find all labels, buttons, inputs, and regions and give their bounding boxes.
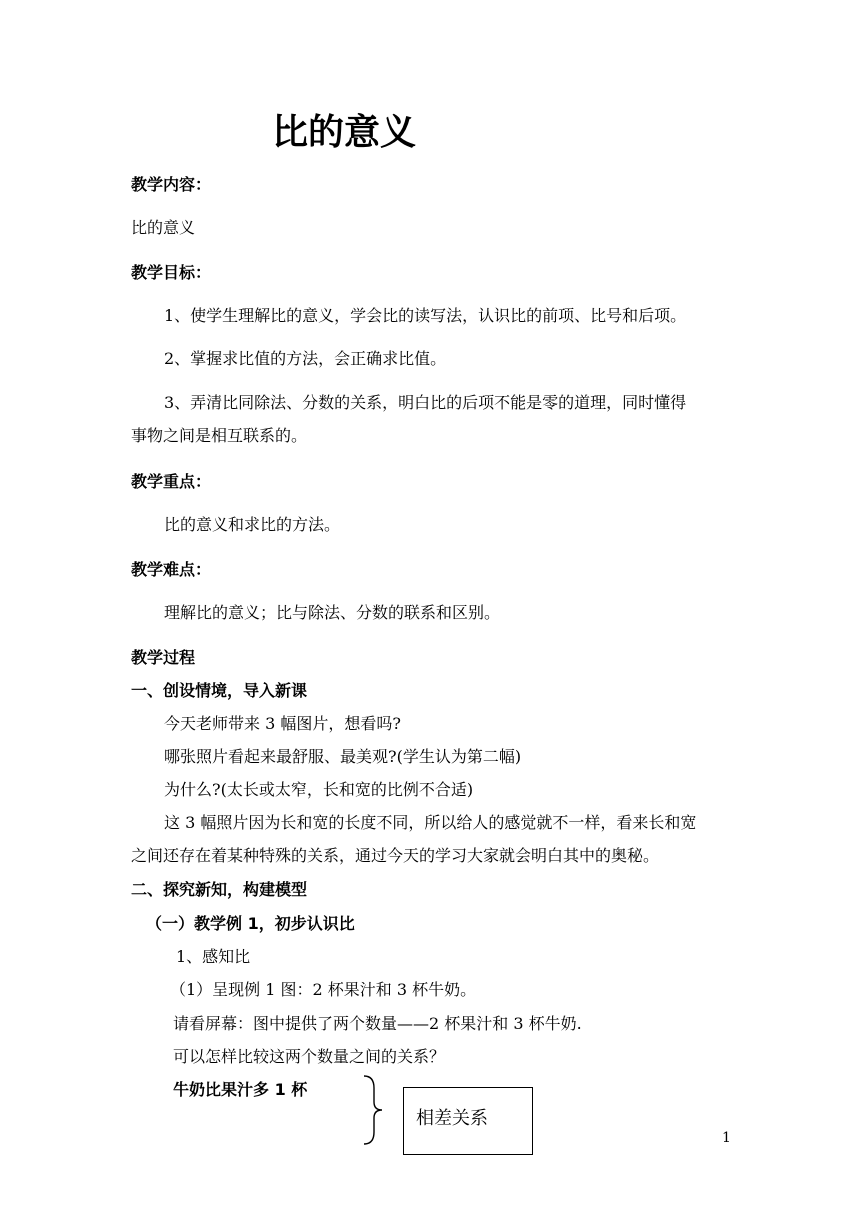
step1-text: 1、感知比 [176, 947, 251, 966]
page-number: 1 [722, 1130, 731, 1146]
relation-box [403, 1087, 533, 1155]
subsection-heading: （一）教学例 1，初步认识比 [146, 914, 355, 933]
question-line: 可以怎样比较这两个数量之间的关系？ [173, 1047, 446, 1066]
key-text: 比的意义和求比的方法。 [164, 515, 341, 534]
goal-item-3-continued: 事物之间是相互联系的。 [131, 426, 308, 445]
difficulty-text: 理解比的意义；比与除法、分数的联系和区别。 [164, 603, 501, 622]
section1-line-2: 哪张照片看起来最舒服、最美观?(学生认为第二幅) [164, 747, 522, 766]
content-heading: 教学内容： [131, 175, 212, 194]
section1-line-1: 今天老师带来 3 幅图片，想看吗? [164, 714, 401, 733]
process-heading: 教学过程 [131, 648, 196, 667]
goals-heading: 教学目标： [131, 263, 212, 282]
section1-line-3: 为什么?(太长或太窄，长和宽的比例不合适) [164, 780, 474, 799]
section1-line-5: 之间还存在着某种特殊的关系，通过今天的学习大家就会明白其中的奥秘。 [131, 846, 660, 865]
goal-item-2: 2、掌握求比值的方法，会正确求比值。 [164, 349, 447, 368]
key-heading: 教学重点： [131, 472, 212, 491]
section2-heading: 二、探究新知，构建模型 [131, 880, 308, 899]
content-text: 比的意义 [131, 218, 196, 237]
goal-item-3: 3、弄清比同除法、分数的关系，明白比的后项不能是零的道理，同时懂得 [164, 393, 687, 412]
comparison-text: 牛奶比果汁多 1 杯 [173, 1080, 308, 1099]
goal-item-1: 1、使学生理解比的意义，学会比的读写法，认识比的前项、比号和后项。 [164, 306, 687, 325]
section1-line-4: 这 3 幅照片因为长和宽的长度不同，所以给人的感觉就不一样，看来长和宽 [164, 813, 697, 832]
curly-brace-icon [360, 1074, 388, 1146]
document-title: 比的意义 [272, 112, 417, 153]
step1-1-text: （1）呈现例 1 图：2 杯果汁和 3 杯牛奶。 [170, 980, 477, 999]
screen-line: 请看屏幕：图中提供了两个数量——2 杯果汁和 3 杯牛奶. [173, 1014, 582, 1033]
relation-box-label: 相差关系 [416, 1108, 488, 1129]
difficulty-heading: 教学难点： [131, 560, 212, 579]
section1-heading: 一、创设情境，导入新课 [131, 681, 308, 700]
